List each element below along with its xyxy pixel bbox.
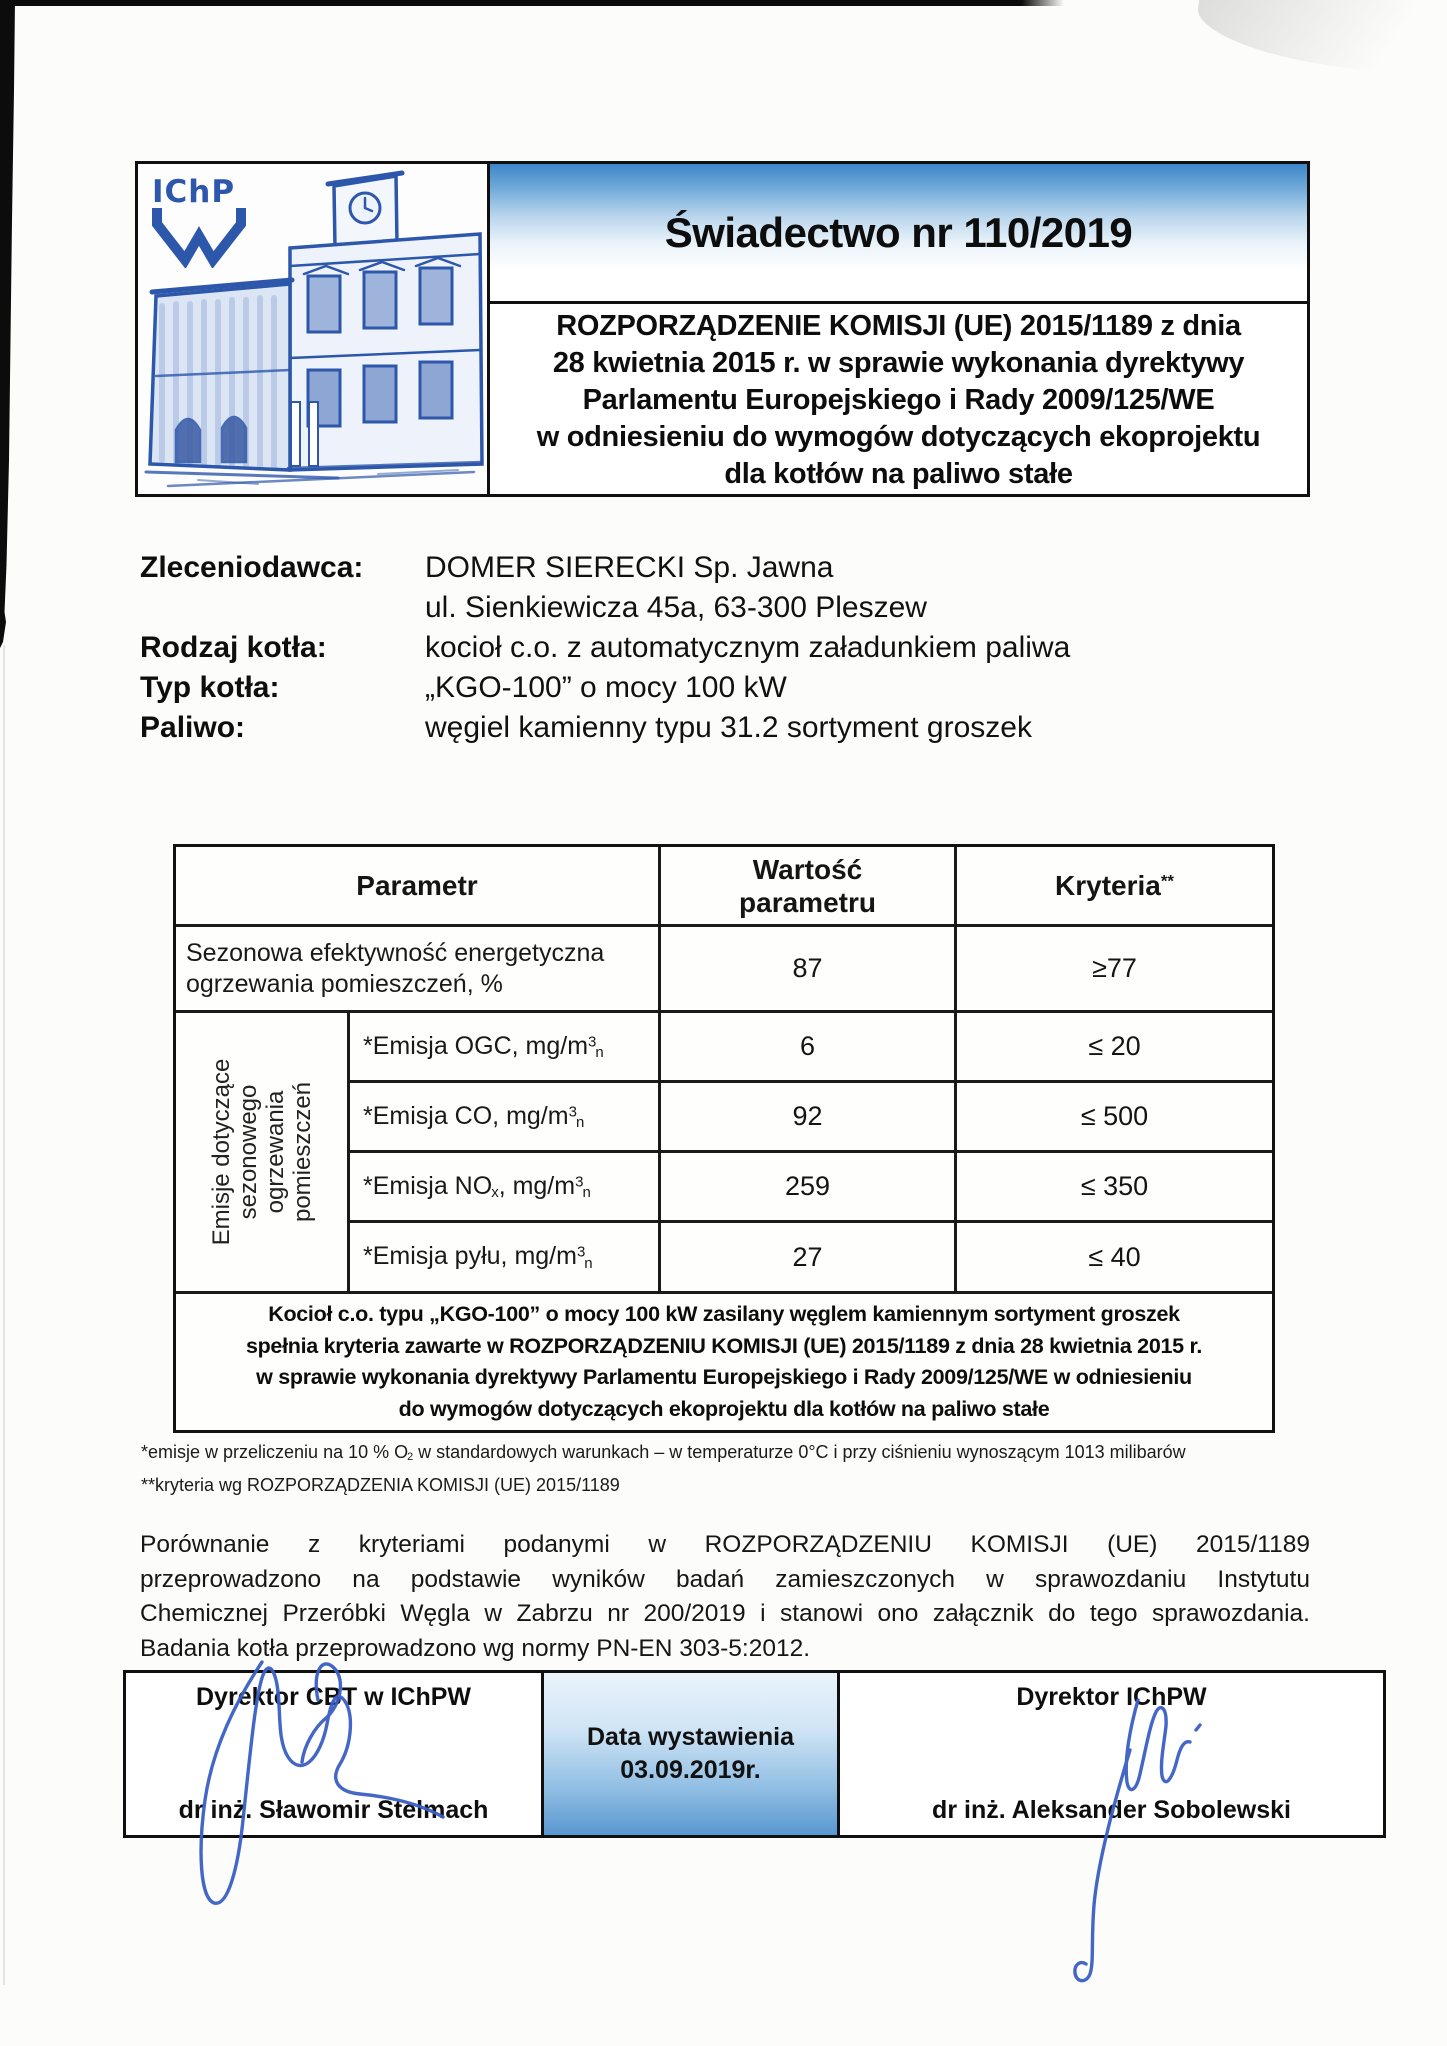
comparison-paragraph <box>140 1528 1310 1666</box>
row-dust-label <box>350 1223 661 1294</box>
ichpw-logo <box>144 172 254 268</box>
row-ogc-value: 6 <box>661 1013 957 1083</box>
emissions-group-label <box>208 1016 316 1288</box>
scan-smudge-top-right <box>1192 0 1447 87</box>
regulation-line: 28 kwietnia 2015 r. w sprawie wykonania dyrektywy <box>552 347 1245 379</box>
signature-table <box>123 1670 1386 1838</box>
info-label: Typ kotła: <box>140 671 280 704</box>
emissions-group-label-line: Emisje dotyczące <box>207 1058 235 1246</box>
row-nox-criteria: ≤ 350 <box>957 1153 1272 1223</box>
certificate-title: Świadectwo nr 110/2019 <box>664 208 1133 256</box>
info-label <box>140 588 425 628</box>
row-nox-value: 259 <box>661 1153 957 1223</box>
info-row-address <box>140 588 1330 628</box>
row-dust-criteria: ≤ 40 <box>957 1223 1272 1294</box>
issue-date-value: 03.09.2019r. <box>620 1756 761 1784</box>
efficiency-label-line: Sezonowa efektywność energetyczna <box>186 938 605 967</box>
conclusion-line: w sprawie wykonania dyrektywy Parlamentu Europejskiego i Rady 2009/125/WE w odniesieniu <box>256 1365 1192 1389</box>
info-label: Zleceniodawca: <box>140 551 364 584</box>
row-efficiency-criteria: ≥77 <box>957 927 1272 1013</box>
row-co-label-text: *Emisja CO, $mg/m^3_n$ <box>363 1101 585 1132</box>
signature-title-left: Dyrektor CBT w IChPW <box>195 1683 472 1711</box>
conclusion-line: spełnia kryteria zawarte w ROZPORZĄDZENIU KOMISJI (UE) 2015/1189 z dnia 28 kwietnia 2015 r. <box>245 1333 1203 1358</box>
row-ogc-criteria: ≤ 20 <box>957 1013 1272 1083</box>
scan-edge-left <box>0 0 22 660</box>
column-header-parameter: Parametr <box>176 847 661 927</box>
info-value: ul. Sienkiewicza 45a, 63-300 Pleszew <box>425 591 927 624</box>
regulation-line: ROZPORZĄDZENIE KOMISJI (UE) 2015/1189 z dnia <box>556 310 1241 342</box>
issue-date-cell <box>544 1673 840 1835</box>
signature-title-right: Dyrektor IChPW <box>1016 1683 1207 1711</box>
certificate-header <box>135 161 1310 497</box>
info-label: Rodzaj kotła: <box>140 631 327 664</box>
paragraph-line: Chemicznej Przeróbki Węgla w Zabrzu nr 200/2019 i stanowi ono załącznik do tego sprawozdania. <box>140 1600 1310 1627</box>
certificate-title-bar <box>490 164 1307 304</box>
info-value: węgiel kamienny typu 31.2 sortyment groszek <box>425 711 1032 744</box>
footnotes-block <box>141 1438 1186 1499</box>
efficiency-label-line: ogrzewania pomieszczeń, % <box>186 969 503 998</box>
parameters-table-grid <box>176 847 1272 1430</box>
paragraph-line: przeprowadzono na podstawie wyników badań zamieszczonych w sprawozdaniu Instytutu <box>140 1565 1310 1593</box>
column-header-criteria <box>957 847 1272 927</box>
column-header-value-line: Wartość <box>752 853 863 885</box>
info-value: „KGO-100” o mocy 100 kW <box>425 671 787 704</box>
conclusion-line: do wymogów dotyczących ekoprojektu dla kotłów na paliwo stałe <box>398 1396 1050 1421</box>
info-row-boiler-type <box>140 668 1330 708</box>
row-co-criteria: ≤ 500 <box>957 1083 1272 1153</box>
info-row-fuel <box>140 708 1330 748</box>
signature-name-left: dr inż. Sławomir Stelmach <box>178 1796 489 1824</box>
column-header-value-line: parametru <box>739 886 876 918</box>
emissions-group-label-cell <box>176 1013 350 1294</box>
parameters-table <box>173 844 1275 1433</box>
info-value: DOMER SIERECKI Sp. Jawna <box>425 551 834 584</box>
paragraph-line: Porównanie z kryteriami podanymi w ROZPORZĄDZENIU KOMISJI (UE) 2015/1189 <box>140 1531 1310 1558</box>
emissions-group-label-line: ogrzewania <box>261 1090 289 1214</box>
emissions-group-label-line: pomieszczeń <box>288 1081 316 1223</box>
ichpw-logo-w-mark <box>157 208 241 260</box>
row-nox-label-text: *Emisja $NO_x$, $mg/m^3_n$ <box>363 1171 591 1202</box>
table-conclusion <box>176 1294 1272 1430</box>
order-info-block <box>140 548 1330 748</box>
row-efficiency-value: 87 <box>661 927 957 1013</box>
regulation-text-block <box>490 304 1307 494</box>
info-label: Paliwo: <box>140 711 246 744</box>
scan-edge-left-faint <box>3 645 5 1985</box>
column-header-criteria-text: Kryteria** <box>1055 869 1174 901</box>
column-header-value <box>661 847 957 927</box>
info-row-boiler-kind <box>140 628 1330 668</box>
logo-panel <box>138 164 490 494</box>
signature-cell-left <box>126 1673 544 1835</box>
footnote-emissions <box>141 1438 1186 1471</box>
row-co-label <box>350 1083 661 1153</box>
signature-name-right: dr inż. Aleksander Sobolewski <box>932 1796 1291 1824</box>
row-dust-label-text: *Emisja pyłu, $mg/m^3_n$ <box>363 1242 593 1272</box>
regulation-line: Parlamentu Europejskiego i Rady 2009/125/WE <box>582 384 1215 416</box>
scan-edge-top <box>0 0 1064 6</box>
row-dust-value: 27 <box>661 1223 957 1294</box>
row-efficiency-label <box>176 927 661 1013</box>
regulation-line: w odniesieniu do wymogów dotyczących ekoprojektu <box>536 421 1261 453</box>
footnote-emissions-text: *emisje w przeliczeniu na 10 % $O_2$ w standardowych warunkach – w temperaturze 0°C i przy ciśnieniu wynoszącym 1013 milibarów <box>141 1442 1186 1464</box>
regulation-line: dla kotłów na paliwo stałe <box>724 458 1073 490</box>
conclusion-line: Kocioł c.o. typu „KGO-100” o mocy 100 kW zasilany węglem kamiennym sortyment groszek <box>268 1302 1180 1326</box>
paragraph-line: Badania kotła przeprowadzono wg normy PN-EN 303-5:2012. <box>140 1634 811 1662</box>
signature-cell-right <box>840 1673 1383 1835</box>
ichpw-logo-text: IChP <box>152 174 236 210</box>
issue-date-label: Data wystawienia <box>586 1723 795 1751</box>
footnote-criteria: **kryteria wg ROZPORZĄDZENIA KOMISJI (UE) 2015/1189 <box>141 1475 620 1496</box>
header-right-panel <box>490 164 1307 494</box>
info-value: kocioł c.o. z automatycznym załadunkiem paliwa <box>425 631 1071 664</box>
info-row-client <box>140 548 1330 588</box>
row-nox-label <box>350 1153 661 1223</box>
row-ogc-label-text: *Emisja OGC, $mg/m^3_n$ <box>363 1031 604 1062</box>
row-co-value: 92 <box>661 1083 957 1153</box>
row-ogc-label <box>350 1013 661 1083</box>
emissions-group-label-line: sezonowego <box>234 1084 262 1220</box>
